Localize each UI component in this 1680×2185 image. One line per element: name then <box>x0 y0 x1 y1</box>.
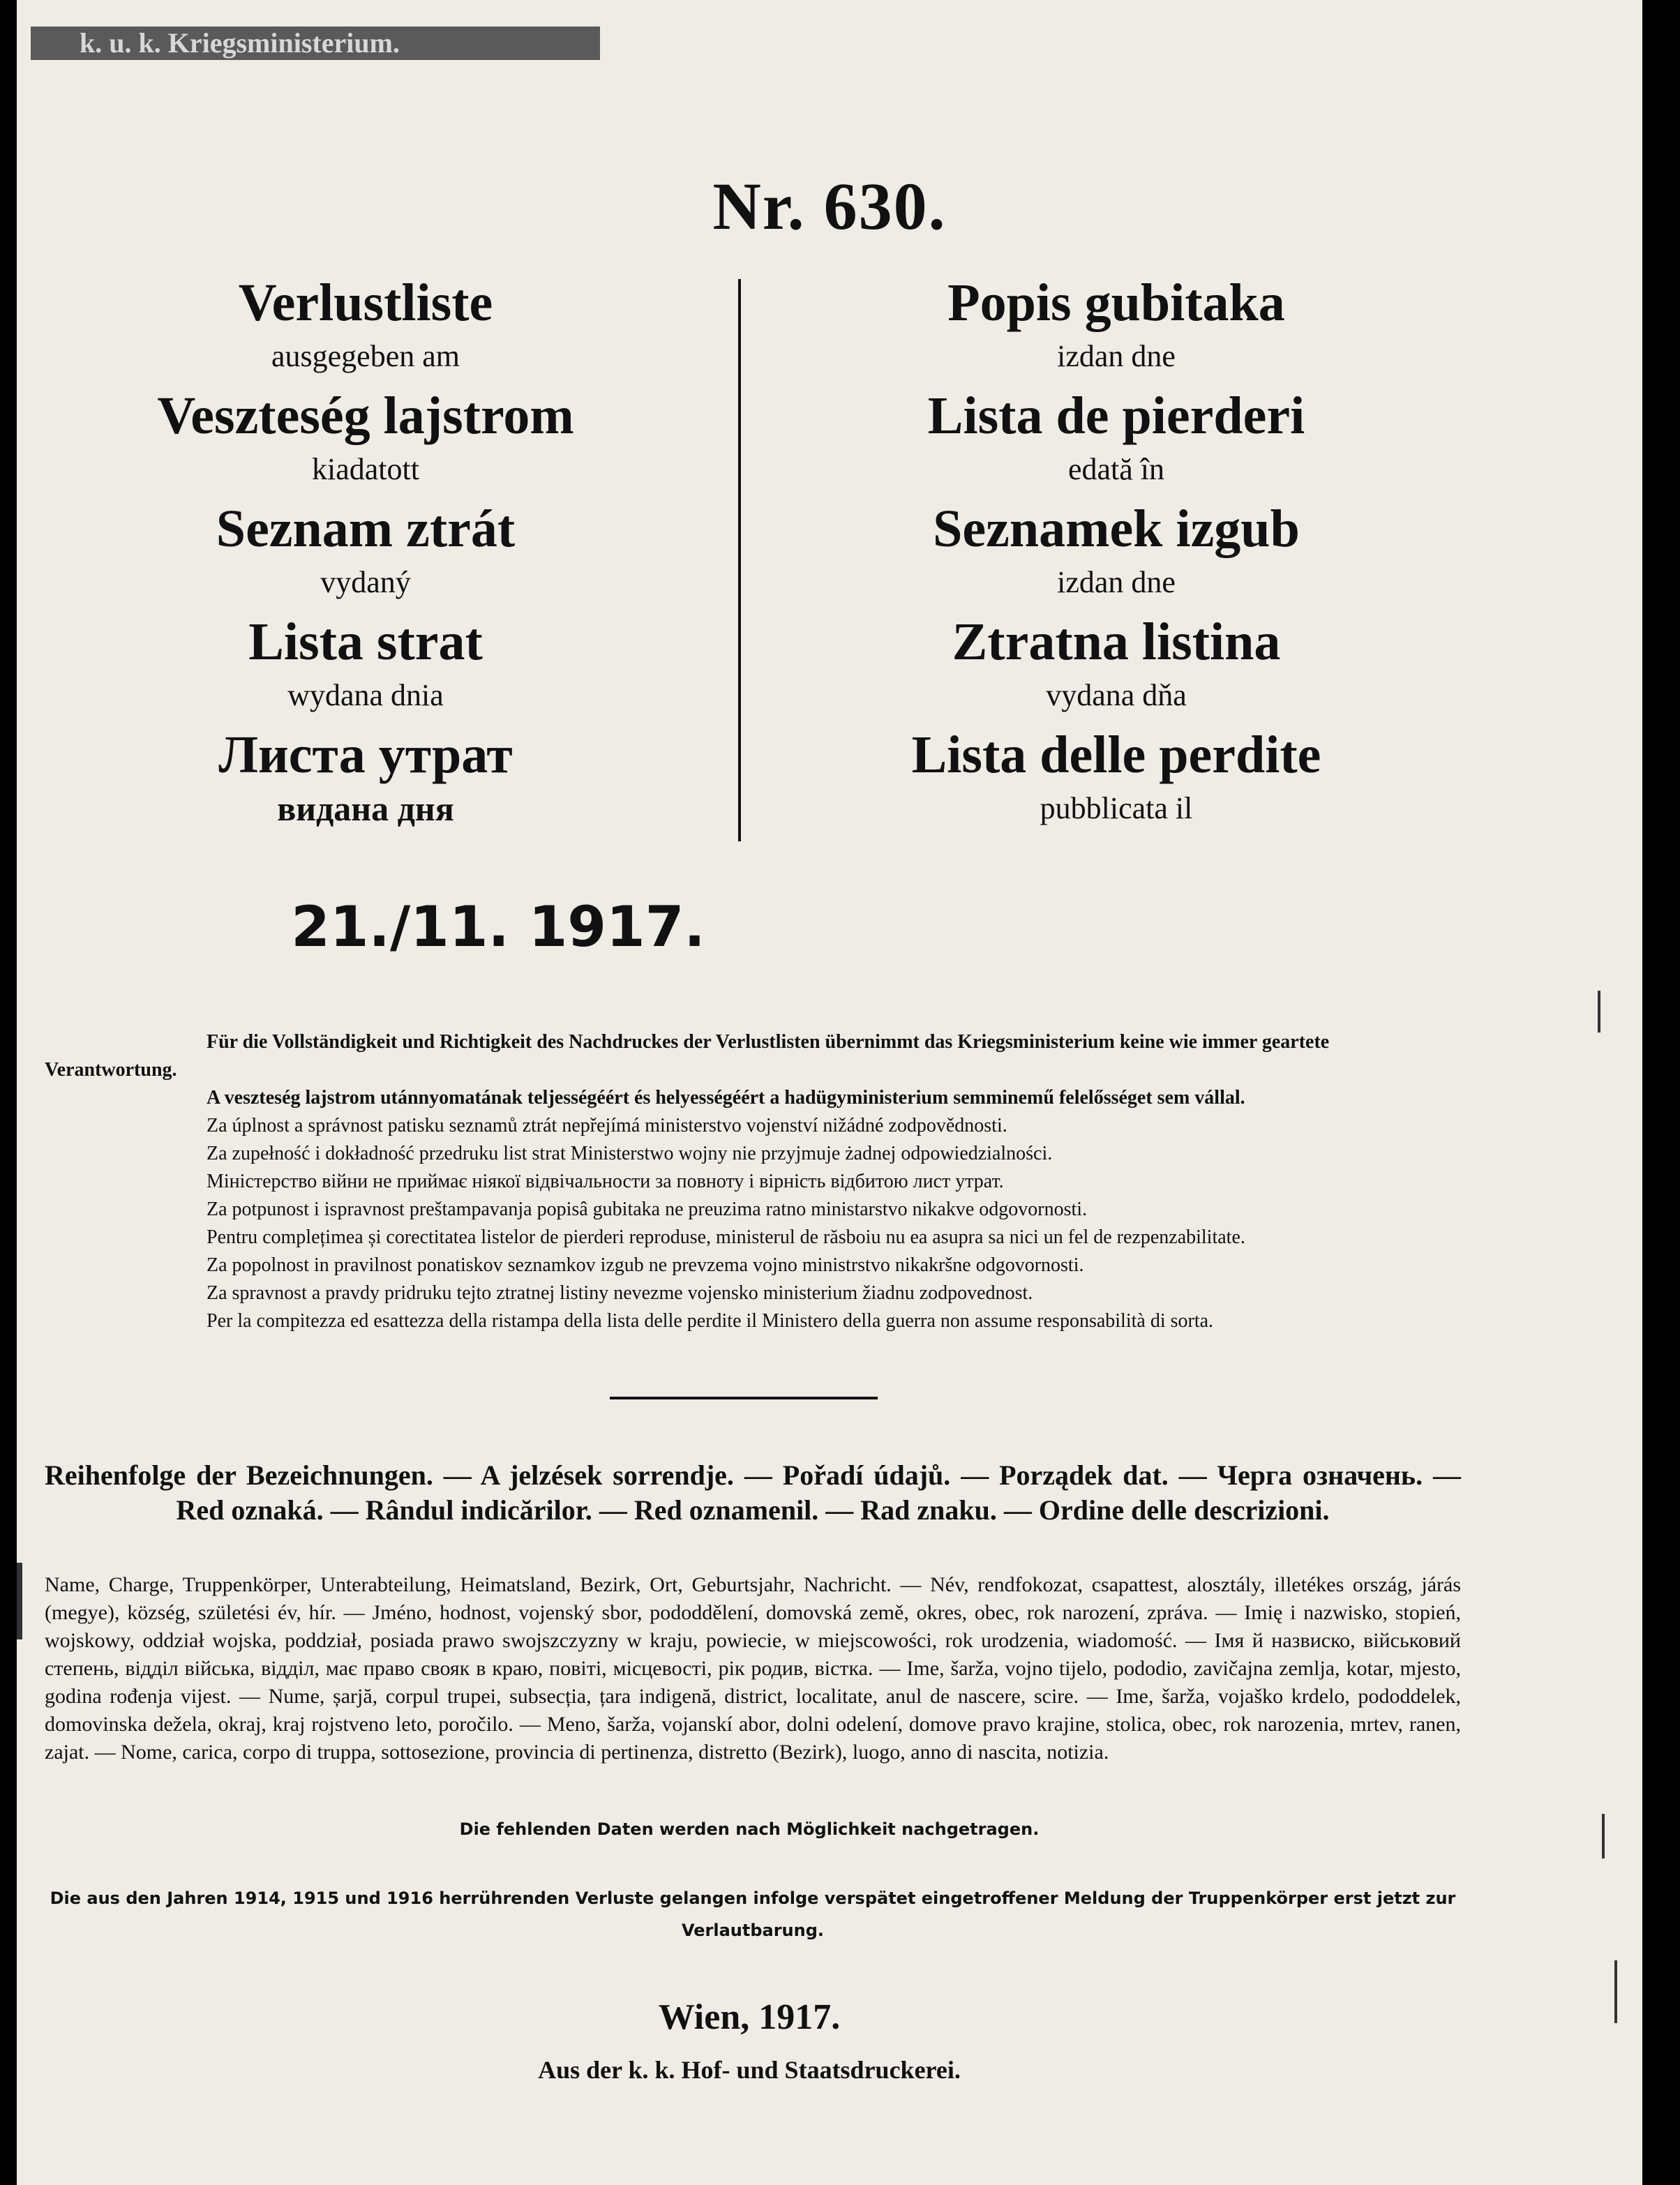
column-divider <box>738 279 741 841</box>
title-german: Verlustliste <box>238 273 493 332</box>
title-ukrainian: Листа утрат <box>218 726 513 784</box>
right-title-column <box>767 271 1465 836</box>
subtitle-german: ausgegeben am <box>271 339 460 373</box>
scan-mark <box>1614 1960 1617 2023</box>
title-slovenian: Seznamek izgub <box>933 500 1300 558</box>
header-strip <box>31 27 600 60</box>
scan-mark <box>1602 1814 1605 1859</box>
subtitle-hungarian: kiadatott <box>312 452 419 486</box>
order-heading: Reihenfolge der Bezeichnungen. — A jelzések sorrendje. — Pořadí údajů. — Porządek dat. — Черга означень. — Red oznaká. — Rândul indicărilor. — Red oznamenil. — Rad znaku. — Ordine delle descrizioni. <box>45 1459 1461 1526</box>
title-croatian: Popis gubitaka <box>947 273 1285 332</box>
subtitle-czech: vydaný <box>320 565 411 599</box>
subtitle-polish: wydana dnia <box>287 678 444 712</box>
scan-mark <box>1598 991 1600 1033</box>
disclaimer-croatian: Za potpunost i ispravnost preštampavanja popisâ gubitaka ne preuzima ratno ministarstvo nikakve odgovornosti. <box>207 1199 1088 1220</box>
title-czech: Seznam ztrát <box>216 500 516 558</box>
disclaimer-block <box>45 1028 1461 1335</box>
list-number: Nr. 630. <box>712 169 947 243</box>
disclaimer-hungarian: A veszteség lajstrom utánnyomatának teljességéért és helyességéért a hadügyministerium semminemű felelősséget sem vállal. <box>207 1087 1245 1109</box>
disclaimer-romanian: Pentru complețimea și corectitatea listelor de pierderi reproduse, ministerul de răsboiu nu ea asupra sa nici un fel de rezpenzabilitate. <box>207 1226 1245 1248</box>
document-page <box>17 0 1642 2185</box>
subtitle-slovak: vydana dňa <box>1046 678 1187 712</box>
disclaimer-polish: Za zupełność i dokładność przedruku list strat Ministerstwo wojny nie przyjmuje żadnej odpowiedzialności. <box>207 1143 1053 1164</box>
title-romanian: Lista de pierderi <box>927 386 1305 445</box>
title-polish: Lista strat <box>248 613 483 671</box>
disclaimer-czech: Za úplnost a správnost patisku seznamů ztrát nepřejímá ministerstvo vojenství nižádné zodpovědnosti. <box>207 1115 1007 1136</box>
printer-imprint: Aus der k. k. Hof- und Staatsdruckerei. <box>538 2056 961 2084</box>
disclaimer-italian: Per la compitezza ed esattezza della ristampa della lista delle perdite il Ministero della guerra non assume responsabilità di sorta. <box>207 1310 1214 1332</box>
note-missing-data: Die fehlenden Daten werden nach Möglichkeit nachgetragen. <box>459 1819 1040 1839</box>
disclaimer-ukrainian: Міністерство війни не приймає ніякої відвічальности за повноту і вірність відбитою лист утрат. <box>207 1171 1004 1192</box>
subtitle-romanian: edată în <box>1067 452 1165 486</box>
subtitle-croatian: izdan dne <box>1057 339 1176 373</box>
disclaimer-german: Für die Vollständigkeit und Richtigkeit des Nachdruckes der Verlustlisten übernimmt das Kriegsministerium keine wie immer geartete Verantwortung. <box>45 1031 1330 1081</box>
place-year: Wien, 1917. <box>658 1997 841 2037</box>
publication-date: 21./11. 1917. <box>291 894 705 959</box>
subtitle-slovenian: izdan dne <box>1057 565 1176 599</box>
title-italian: Lista delle perdite <box>911 726 1321 784</box>
subtitle-italian: pubblicata il <box>1040 791 1193 825</box>
left-title-column <box>17 271 714 836</box>
disclaimer-slovak: Za spravnost a pravdy pridruku tejto ztratnej listiny nevezme vojensko ministerium žiadnu zodpovednost. <box>207 1282 1033 1304</box>
disclaimer-slovenian: Za popolnost in pravilnost ponatiskov seznamkov izgub ne prevzema vojno ministrstvo nikakršne odgovornosti. <box>207 1254 1084 1276</box>
header-strip-text: k. u. k. Kriegsministerium. <box>80 27 400 59</box>
field-names-paragraph: Name, Charge, Truppenkörper, Unterabteilung, Heimatsland, Bezirk, Ort, Geburtsjahr, Nachricht. — Név, rendfokozat, csapattest, alosztály, illetékes ország, járás (megye), község, születési év, hír. — Jméno, hodnost, vojenský sbor, pododdělení, domovská země, okres, obec, rok narození, zpráva. — Imię i nazwisko, stopień, wojskowy, oddział wojska, poddział, posiada prawo swojszczyzny w kraju, powiecie, w miejscowości, rok urodzenia, wiadomość. — Імя й назвиско, військовий степень, відділ війська, відділ, має право свояк в краю, повіті, місцевості, рік родив, вістка. — Ime, šarža, vojno tijelo, pododio, zavičajna zemlja, kotar, mjesto, godina rođenja vijest. — Nume, șarjă, corpul trupei, subsecția, țara indigenă, district, localitate, anul de nascere, scire. — Ime, šarža, vojaško krdelo, pododdelek, domovinska dežela, okraj, kraj rojstveno leto, poročilo. — Meno, šarža, vojanskí abor, dolni odelení, domove pravo krajine, stolica, obec, rok narozenia, mrtev, ranen, zajat. — Nome, carica, corpo di truppa, sottosezione, provincia di pertinenza, distretto (Bezirk), luogo, anno di nascita, notizia. <box>45 1573 1461 1764</box>
title-slovak: Ztratna listina <box>952 613 1281 671</box>
subtitle-ukrainian: видана дня <box>277 789 454 828</box>
scan-mark <box>17 1563 22 1639</box>
note-delayed-losses: Die aus den Jahren 1914, 1915 und 1916 herrührenden Verluste gelangen infolge verspätet eingetroffener Meldung der Truppenkörper erst jetzt zur Verlautbarung. <box>50 1889 1456 1940</box>
title-hungarian: Veszteség lajstrom <box>157 386 574 445</box>
section-rule <box>610 1397 878 1399</box>
